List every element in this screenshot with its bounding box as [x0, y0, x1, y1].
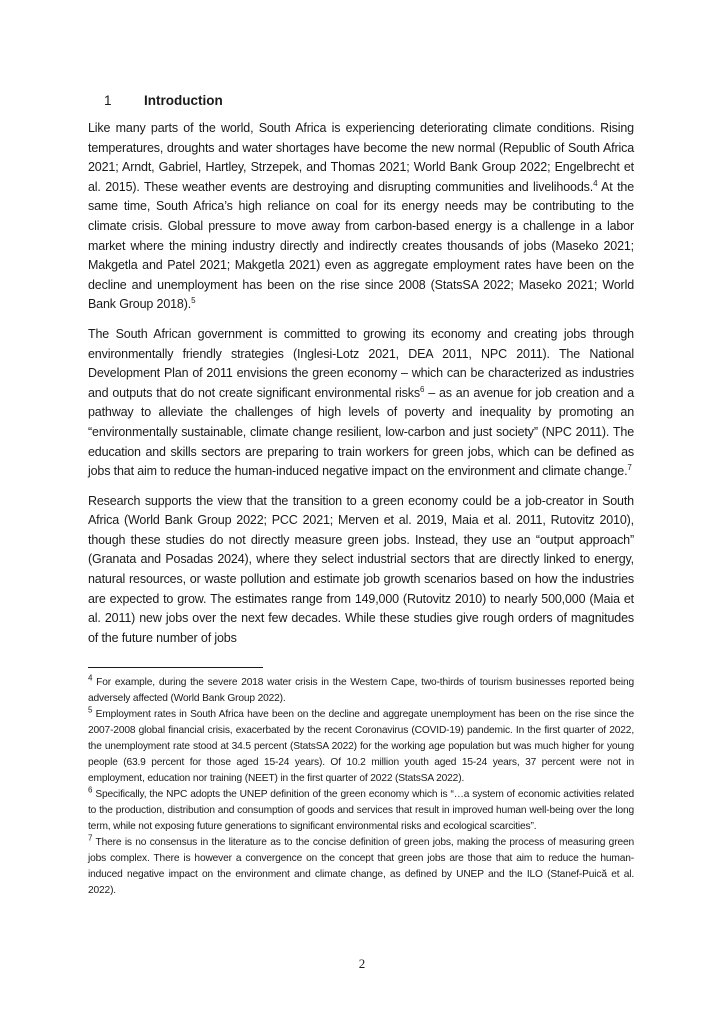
- paragraph: Like many parts of the world, South Africa is experiencing deteriorating climate conditions. Rising temperatures, droughts and water shortages have become the new normal (Republic of South Africa 2021; Arndt, Gabriel, Hartley, Strzepek, and Thomas 2021; World Bank Group 2022; Engelbrecht et al. 2015). These weather events are destroying and disrupting communities and livelihoods.$^4$ At the same time, South Africa’s high reliance on coal for its energy needs may be contributing to the climate crisis. Global pressure to move away from carbon-based energy is a challenge in a labor market where the mining industry directly and indirectly creates thousands of jobs (Maseko 2021; Makgetla and Patel 2021; Makgetla 2021) even as aggregate employment rates have been on the decline and unemployment has been on the rise since 2008 (StatsSA 2022; Maseko 2021; World Bank Group 2018).$^5$: [88, 121, 634, 312]
- footnote-number: 5: [88, 705, 93, 715]
- section-heading: [104, 92, 223, 110]
- footnote-number: 7: [88, 833, 93, 843]
- footnote-separator: [88, 667, 263, 668]
- page-number: 2: [358, 956, 366, 971]
- footnotes: [88, 675, 634, 899]
- footnote-number: 6: [88, 785, 93, 795]
- footnote: $^7$ There is no consensus in the literature as to the concise definition of green jobs, making the process of measuring green jobs complex. There is however a convergence on the concept that green jobs are those that aim to reduce the human-induced negative impact on the environment and climate change, as defined by UNEP and the ILO (Stanef-Puică et al. 2022).: [88, 833, 634, 896]
- footnote-number: 4: [88, 673, 93, 683]
- footnote-ref[interactable]: 4: [593, 178, 598, 188]
- body-text: [88, 119, 634, 658]
- paragraph: The South African government is committed to growing its economy and creating jobs through environmentally friendly strategies (Inglesi-Lotz 2021, DEA 2011, NPC 2011). The National Development Plan of 2011 envisions the green economy – which can be characterized as industries and outputs that do not create significant environmental risks$^6$ – as an avenue for job creation and a pathway to alleviate the challenges of high levels of poverty and inequality by promoting an “environmentally sustainable, climate change resilient, low-carbon and just society” (NPC 2011). The education and skills sectors are preparing to train workers for green jobs, which can be defined as jobs that aim to reduce the human-induced negative impact on the environment and climate change.$^7$: [88, 326, 634, 479]
- footnote-ref[interactable]: 5: [191, 296, 196, 306]
- paragraph: Research supports the view that the transition to a green economy could be a job-creator in South Africa (World Bank Group 2022; PCC 2021; Merven et al. 2019, Maia et al. 2011, Rutovitz 2010), though these studies do not directly measure green jobs. Instead, they use an “output approach” (Granata and Posadas 2024), where they select industrial sectors that are directly linked to energy, natural resources, or waste pollution and estimate job growth scenarios based on how the industries are expected to grow. The estimates range from 149,000 (Rutovitz 2010) to nearly 500,000 (Maia et al. 2011) new jobs over the next few decades. While these studies give rough orders of magnitudes of the future number of jobs: [88, 493, 634, 645]
- footnote-ref[interactable]: 7: [627, 462, 632, 472]
- footnote: $^6$ Specifically, the NPC adopts the UNEP definition of the green economy which is “…a system of economic activities related to the production, distribution and consumption of goods and services that result in improved human well-being over the long term, while not exposing future generations to significant environmental risks and ecological scarcities”.: [88, 785, 634, 832]
- footnote-ref[interactable]: 6: [419, 384, 425, 394]
- footnote: $^4$ For example, during the severe 2018 water crisis in the Western Cape, two-thirds of tourism businesses reported being adversely affected (World Bank Group 2022).: [88, 673, 634, 704]
- section-number: 1: [104, 93, 112, 108]
- section-title: Introduction: [144, 93, 223, 108]
- footnote: $^5$ Employment rates in South Africa have been on the decline and aggregate unemployment has been on the rise since the 2007-2008 global financial crisis, exacerbated by the recent Coronavirus (COVID-19) pandemic. In the first quarter of 2022, the unemployment rate stood at 34.5 percent (StatsSA 2022) for the working age population but was much higher for young people (63.9 percent for those aged 15-24 years). Of 10.2 million youth aged 15-24 years, 37 percent were not in employment, education nor training (NEET) in the first quarter of 2022 (StatsSA 2022).: [88, 705, 634, 784]
